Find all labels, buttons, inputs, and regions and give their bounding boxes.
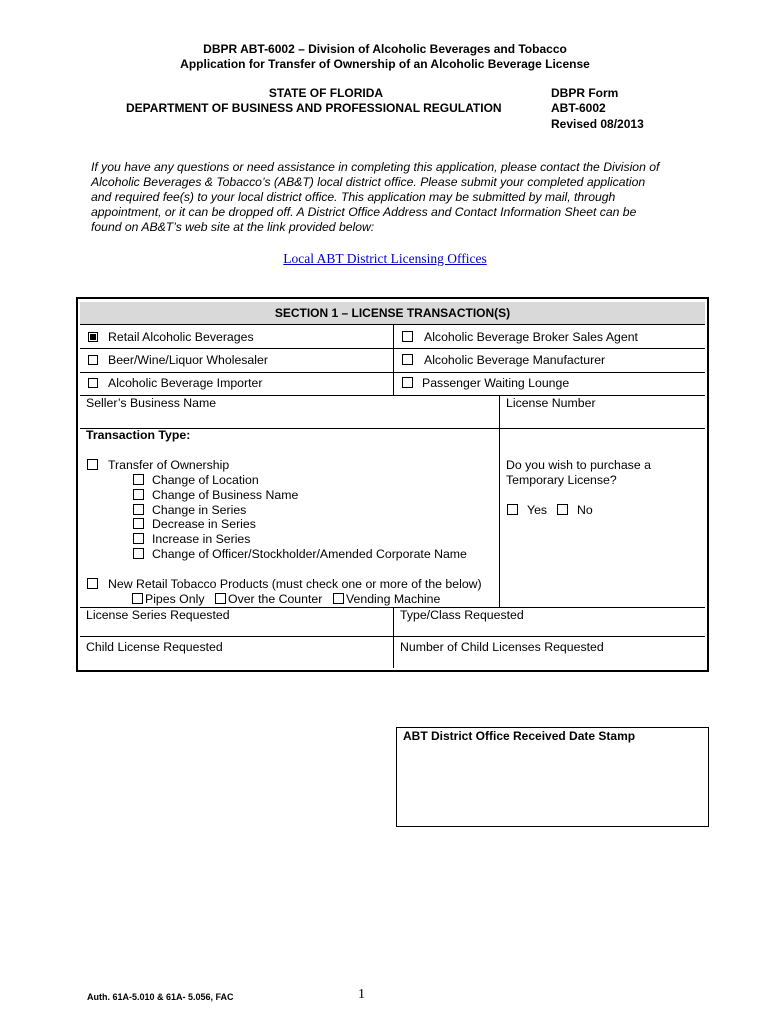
change-business-name-checkbox[interactable]: [133, 489, 144, 500]
wholesaler-label: Beer/Wine/Liquor Wholesaler: [108, 353, 268, 367]
intro-line: Alcoholic Beverages & Tobacco’s (AB&T) local district office. Please submit your completed application: [91, 175, 646, 189]
over-counter-checkbox[interactable]: [215, 593, 226, 604]
intro-line: found on AB&T’s web site at the link provided below:: [91, 220, 375, 234]
temp-license-question-line2: Temporary License?: [506, 473, 617, 487]
broker-checkbox[interactable]: [402, 331, 413, 342]
temp-no-label: No: [577, 503, 593, 517]
department-label: DEPARTMENT OF BUSINESS AND PROFESSIONAL REGULATION: [126, 101, 502, 115]
transaction-type-heading: Transaction Type:: [86, 428, 191, 442]
change-series-checkbox[interactable]: [133, 504, 144, 515]
type-class-label: Type/Class Requested: [400, 608, 524, 622]
vending-label: Vending Machine: [346, 592, 441, 606]
transfer-ownership-label: Transfer of Ownership: [108, 458, 230, 472]
intro-line: and required fee(s) to your local district office. This application may be submitted by mail, through: [91, 190, 616, 204]
pipes-only-checkbox[interactable]: [132, 593, 143, 604]
change-location-checkbox[interactable]: [133, 474, 144, 485]
date-stamp-label: ABT District Office Received Date Stamp: [403, 729, 636, 743]
sellers-business-name-label: Seller’s Business Name: [86, 396, 217, 410]
transfer-ownership-checkbox[interactable]: [87, 459, 98, 470]
section1-title: SECTION 1 – LICENSE TRANSACTION(S): [80, 302, 705, 325]
revised-date: Revised 08/2013: [551, 117, 644, 131]
child-license-label: Child License Requested: [86, 640, 223, 654]
temp-yes-label: Yes: [527, 503, 548, 517]
divider: [393, 607, 394, 668]
broker-label: Alcoholic Beverage Broker Sales Agent: [424, 330, 638, 344]
over-counter-label: Over the Counter: [228, 592, 323, 606]
decrease-series-label: Decrease in Series: [152, 517, 256, 531]
change-officer-checkbox[interactable]: [133, 548, 144, 559]
vending-checkbox[interactable]: [333, 593, 344, 604]
retail-checkbox[interactable]: [88, 332, 98, 342]
change-location-label: Change of Location: [152, 473, 259, 487]
district-offices-link[interactable]: Local ABT District Licensing Offices: [283, 251, 487, 266]
change-series-label: Change in Series: [152, 503, 247, 517]
temp-no-checkbox[interactable]: [557, 504, 568, 515]
intro-paragraph: [91, 160, 691, 235]
change-business-name-label: Change of Business Name: [152, 488, 299, 502]
document-title-line1: DBPR ABT-6002 – Division of Alcoholic Beverages and Tobacco: [203, 42, 567, 56]
pipes-only-label: Pipes Only: [145, 592, 205, 606]
state-label: STATE OF FLORIDA: [268, 86, 384, 100]
manufacturer-label: Alcoholic Beverage Manufacturer: [424, 353, 606, 367]
importer-label: Alcoholic Beverage Importer: [108, 376, 263, 390]
temp-yes-checkbox[interactable]: [507, 504, 518, 515]
intro-line: appointment, or it can be dropped off. A District Office Address and Contact Information Sheet can be: [91, 205, 637, 219]
increase-series-label: Increase in Series: [152, 532, 251, 546]
change-officer-label: Change of Officer/Stockholder/Amended Corporate Name: [152, 547, 467, 561]
document-title-line2: Application for Transfer of Ownership of an Alcoholic Beverage License: [180, 57, 590, 71]
form-number: ABT-6002: [551, 101, 606, 115]
page-number: 1: [358, 987, 365, 1002]
footer-authority: Auth. 61A-5.010 & 61A- 5.056, FAC: [87, 992, 234, 1002]
divider: [393, 325, 394, 395]
wholesaler-checkbox[interactable]: [88, 355, 98, 365]
manufacturer-checkbox[interactable]: [402, 354, 413, 365]
importer-checkbox[interactable]: [88, 378, 98, 388]
series-requested-label: License Series Requested: [86, 608, 230, 622]
divider: [80, 636, 705, 637]
lounge-label: Passenger Waiting Lounge: [422, 376, 570, 390]
retail-label: Retail Alcoholic Beverages: [108, 330, 254, 344]
temp-license-question-line1: Do you wish to purchase a: [506, 458, 651, 472]
form-label: DBPR Form: [551, 86, 619, 100]
divider: [499, 395, 500, 607]
increase-series-checkbox[interactable]: [133, 533, 144, 544]
lounge-checkbox[interactable]: [402, 377, 413, 388]
intro-line: If you have any questions or need assistance in completing this application, please contact the Division of: [91, 160, 660, 174]
child-count-label: Number of Child Licenses Requested: [400, 640, 604, 654]
tobacco-label: New Retail Tobacco Products (must check one or more of the below): [108, 577, 482, 591]
license-number-label: License Number: [506, 396, 596, 410]
tobacco-checkbox[interactable]: [87, 578, 98, 589]
decrease-series-checkbox[interactable]: [133, 518, 144, 529]
